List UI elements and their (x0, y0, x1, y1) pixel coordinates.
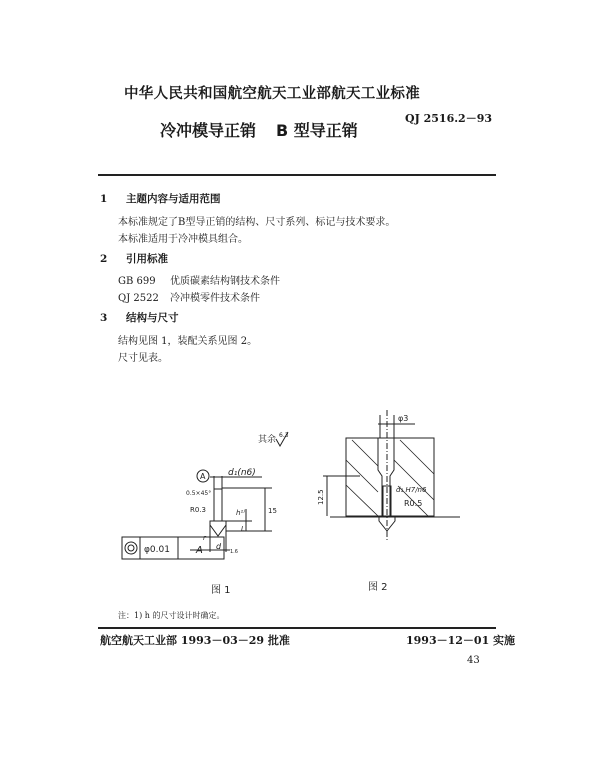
datum-label: A (200, 472, 206, 481)
effective-date: 1993－12－01 实施 (406, 634, 516, 647)
figure-2-caption: 图 2 (368, 582, 388, 593)
footnote: 注：1) h 的尺寸设计时确定。 (118, 611, 225, 620)
roughness-value: 6.3 (279, 432, 289, 439)
roughness-small: 1.6 (230, 549, 238, 555)
pin-head (210, 521, 226, 536)
section-3-heading: 3 结构与尺寸 (100, 312, 179, 324)
L-label: L (241, 525, 245, 533)
pin-body (214, 489, 222, 521)
title-sub: B 型导正销 (276, 121, 358, 140)
h-label: h¹⁾ (236, 509, 245, 517)
tolerance-value: φ0.01 (144, 545, 170, 555)
figure-1-caption: 图 1 (211, 585, 231, 596)
reference-item: GB 699 优质碳素结构钢技术条件 (118, 276, 280, 287)
radius-label-fig2: R0.5 (404, 499, 423, 508)
fit-label: d₁ H7/n6 (396, 486, 427, 494)
roughness-note: 其余 (258, 435, 277, 445)
hole-diameter-label: φ3 (398, 414, 409, 423)
title-main: 冷冲模导正销 (160, 121, 257, 140)
approval-date: 航空航天工业部 1993－03－29 批准 (100, 634, 290, 647)
height-label: 12.5 (317, 489, 325, 505)
reference-item: QJ 2522 冷冲模零件技术条件 (118, 293, 260, 304)
radius-label: R0.3 (190, 506, 206, 514)
section-1-heading: 1 主题内容与适用范围 (100, 193, 221, 205)
chamfer-label: 0.5×45° (186, 490, 212, 497)
figure-2-drawing (323, 410, 460, 540)
page-number: 43 (467, 655, 480, 666)
d-label: d (216, 542, 222, 551)
d1-label: d₁(n6) (228, 468, 256, 478)
section-1-paragraph: 本标准规定了B型导正销的结构、尺寸系列、标记与技术要求。 (118, 217, 396, 228)
r-label: r (203, 534, 206, 542)
tolerance-datum: A (196, 545, 203, 556)
section-2-heading: 2 引用标准 (100, 253, 168, 265)
section-1-paragraph: 本标准适用于冷冲模具组合。 (118, 234, 248, 245)
length-label: 15 (268, 507, 277, 515)
issuing-authority: 中华人民共和国航空航天工业部航天工业标准 (124, 86, 420, 102)
section-3-paragraph: 结构见图 1，装配关系见图 2。 (118, 336, 258, 347)
standard-code: QJ 2516.2－93 (405, 112, 493, 125)
section-3-paragraph: 尺寸见表。 (118, 353, 168, 364)
footer-divider (98, 627, 496, 629)
